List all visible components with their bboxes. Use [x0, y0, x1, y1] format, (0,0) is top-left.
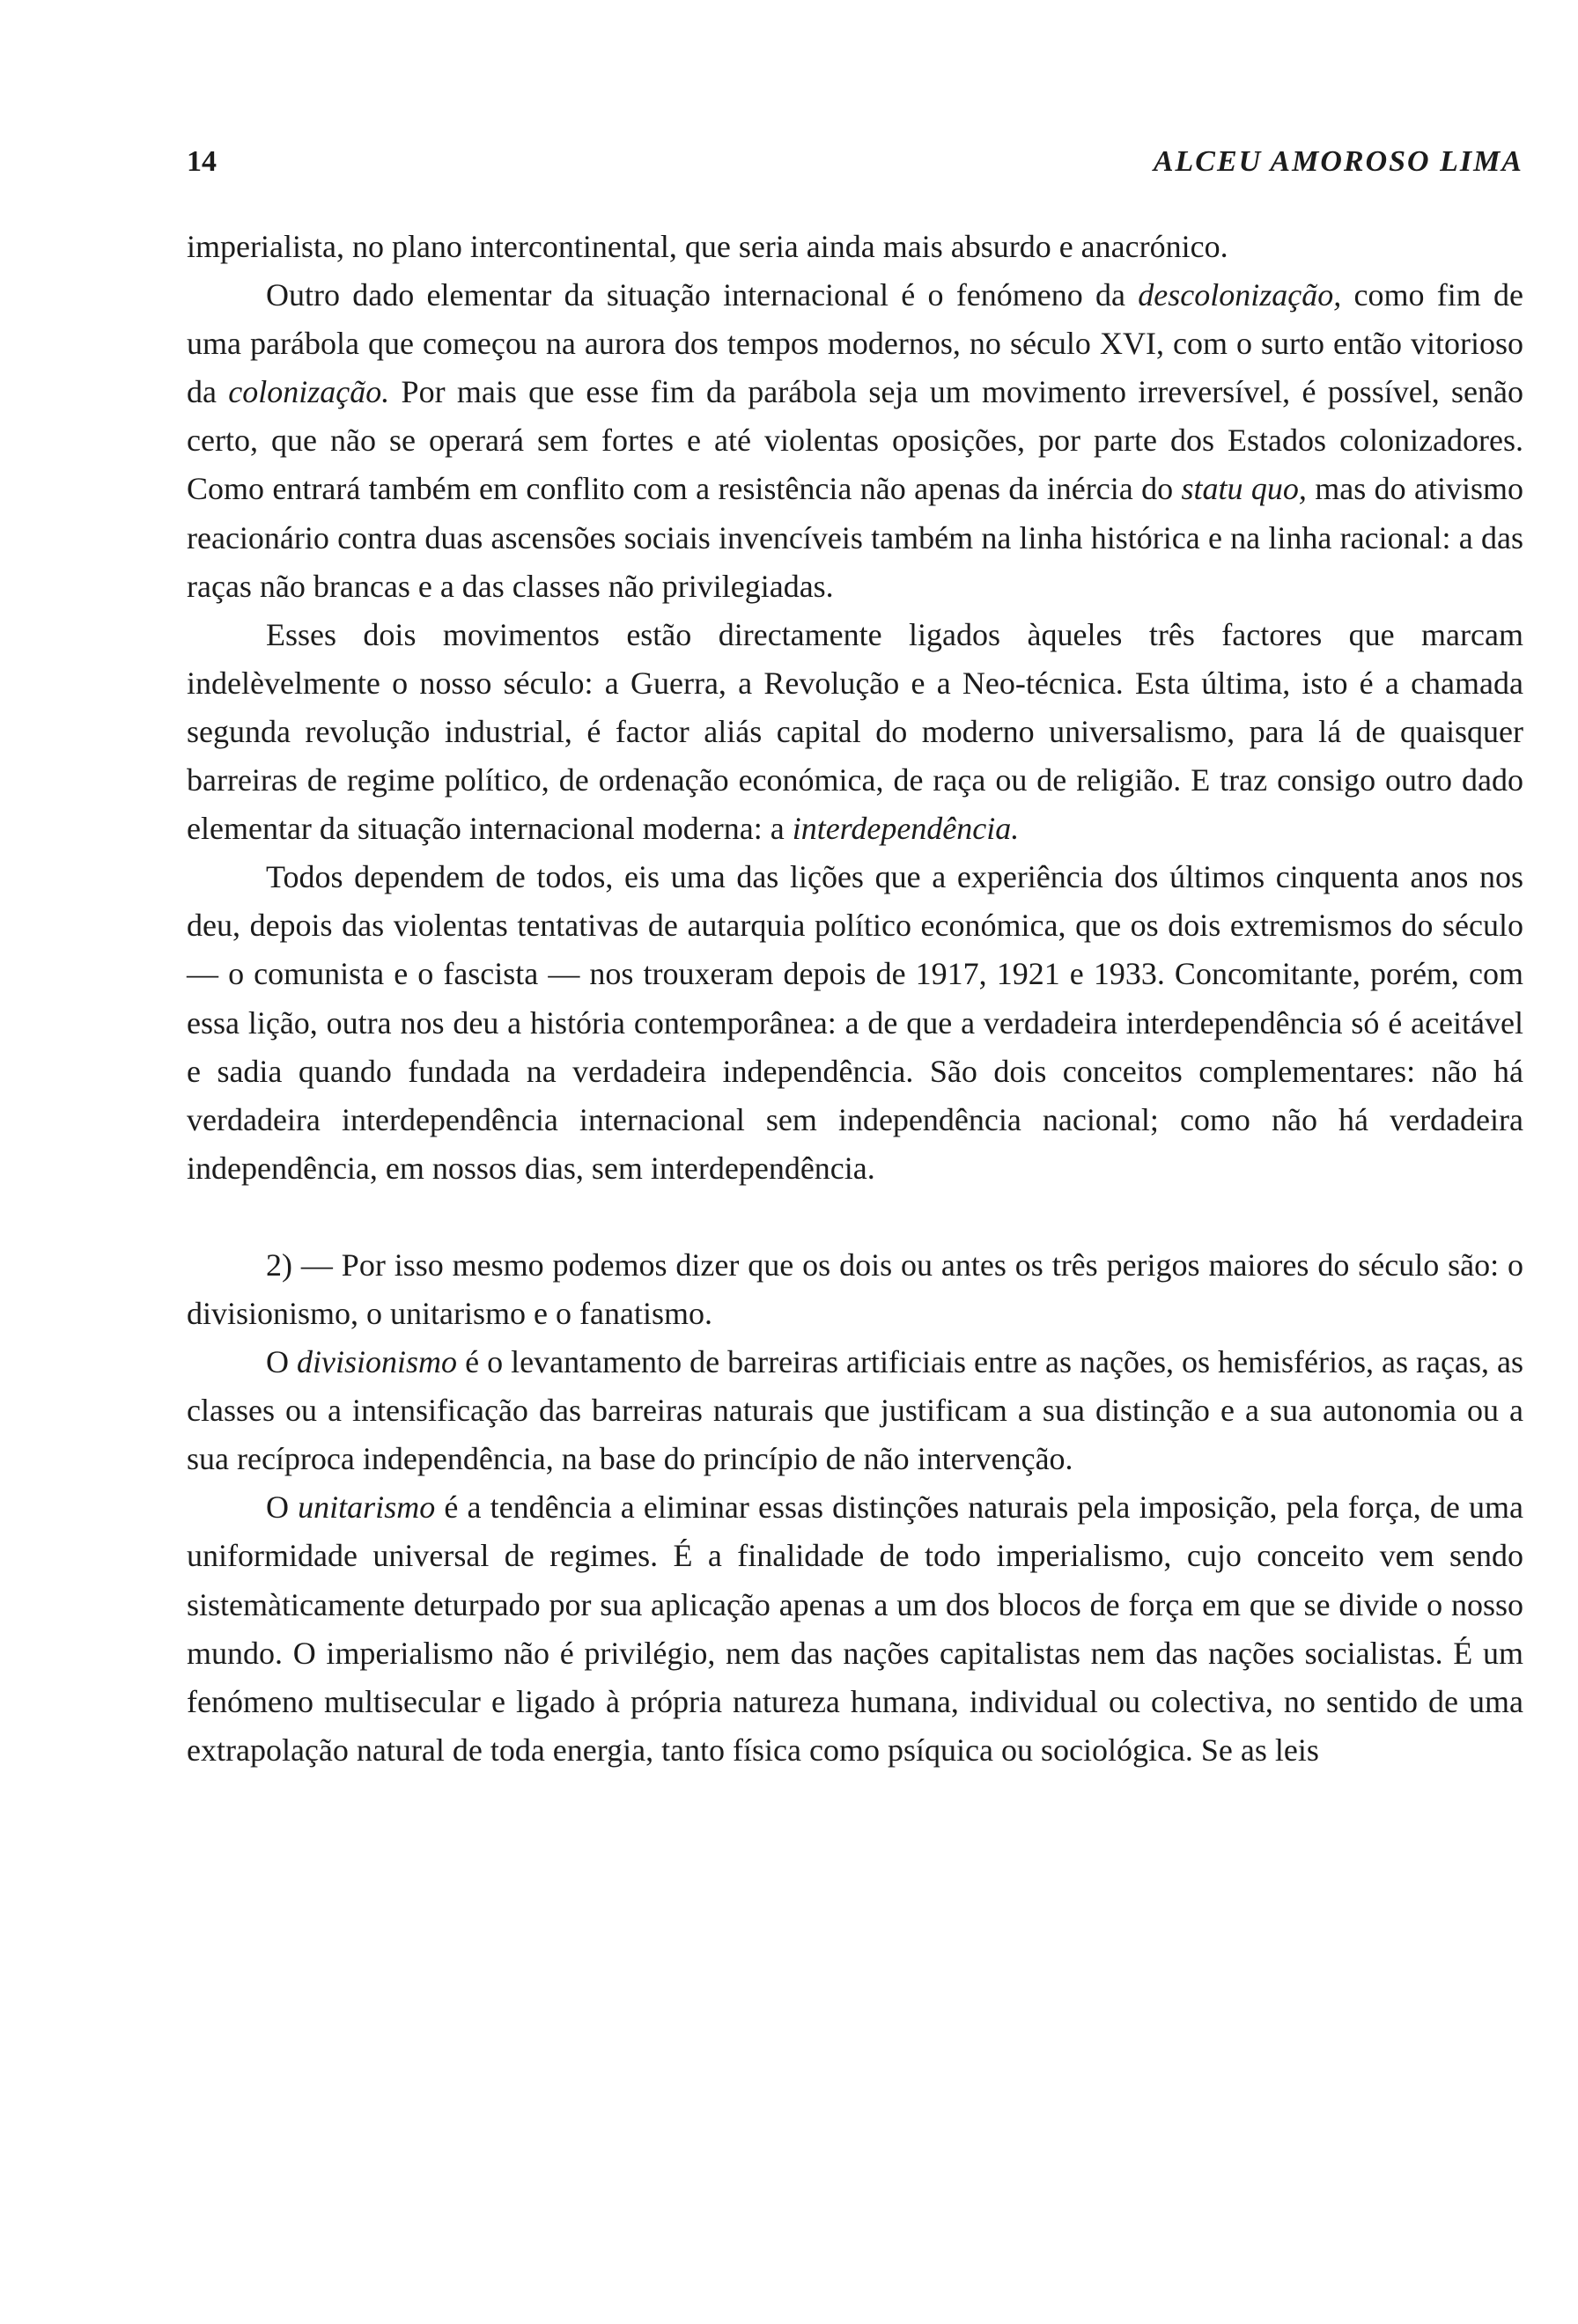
paragraph — [187, 1483, 1523, 1775]
text-run: é o levantamento de barreiras artificiais entre as nações, os hemisférios, as raças, as classes ou a intensificação das barreiras naturais que justificam a sua distinção e a sua autonomia ou a sua recíproca independência, na base do princípio de não intervenção. — [187, 1344, 1524, 1477]
book-page — [187, 145, 1523, 2258]
small-caps-text: XVI — [1099, 326, 1156, 362]
text-run: Por mais que esse fim da parábola seja um movimento irreversível, é possível, senão certo, que não se operará sem fortes e até violentas oposições, por parte dos Estados colonizadores. Como entrará também em conflito com a resistência não apenas da inércia do — [187, 374, 1523, 507]
text-run: Todos dependem de todos, eis uma das lições que a experiência dos últimos cinquenta anos nos deu, depois das violentas tentativas de autarquia político económica, que os dois extremismos do século — o comunista e o fascista — nos trouxeram depois de 1917, 1921 e 1933. Concomitante, porém, com essa lição, outra nos deu a história contemporânea: a de que a verdadeira interdependência só é aceitável e sadia quando fundada na verdadeira independência. São dois conceitos complementares: não há verdadeira interdependência internacional sem independência nacional; como não há verdadeira independência, em nossos dias, sem interdependência. — [187, 859, 1523, 1186]
page-number: 14 — [187, 145, 217, 178]
italic-term: interdependência. — [792, 811, 1020, 847]
paragraph — [187, 1241, 1523, 1338]
text-run: Outro dado elementar da situação internacional é o fenómeno da — [266, 277, 1139, 313]
text-run: , com o surto então vitorioso da — [187, 326, 1523, 410]
paragraph — [187, 1338, 1523, 1483]
text-run: Esses dois movimentos estão directamente ligados àqueles três factores que marcam indelèvelmente o nosso século: a Guerra, a Revolução e a Neo-técnica. Esta última, isto é a chamada segunda revolução industrial, é factor aliás capital do moderno universalismo, para lá de quaisquer barreiras de regime político, de ordenação económica, de raça ou de religião. E traz consigo outro dado elementar da situação internacional moderna: a — [187, 616, 1523, 847]
text-run: mas do ativismo reacionário contra duas ascensões sociais invencíveis também na linha histórica e na linha racional: a das raças não brancas e a das classes não privilegiadas. — [187, 471, 1524, 604]
paragraph — [187, 271, 1523, 611]
paragraph — [187, 853, 1523, 1193]
text-run: imperialista, no plano intercontinental, que seria ainda mais absurdo e ana — [187, 229, 1125, 264]
text-run: crónico. — [1125, 229, 1228, 264]
text-run: O — [266, 1489, 299, 1526]
italic-term: unitarismo — [298, 1489, 436, 1526]
text-run: é a tendência a eliminar essas distinções naturais pela imposição, pela força, de uma uniformidade universal de regimes. É a finalidade de todo imperialismo, cujo conceito vem sendo sistemàticamente deturpado por sua aplicação apenas a um dos blocos de força em que se divide o nosso mundo. O imperialismo não é privilégio, nem das nações capitalistas nem das nações socialistas. É um fenómeno multisecular e ligado à própria natureza humana, individual ou colectiva, no sentido de uma extrapolação natural de toda energia, tanto física como psíquica ou sociológica. Se as leis — [187, 1489, 1523, 1768]
text-run: O — [266, 1344, 298, 1380]
body-text — [187, 223, 1523, 1775]
text-run: como fim de uma parábola que começou na aurora dos tempos modernos, no século — [187, 277, 1523, 362]
italic-term: statu quo, — [1181, 471, 1307, 507]
paragraph — [187, 611, 1523, 853]
running-head — [187, 145, 1523, 198]
text-run: 2) — Por isso mesmo podemos dizer que os dois ou antes os três perigos maiores do século são: o divisionismo, o unitarismo e o fanatismo. — [187, 1247, 1523, 1331]
running-title: ALCEU AMOROSO LIMA — [1153, 145, 1523, 178]
italic-term: descolonização, — [1138, 277, 1342, 313]
italic-term: colonização. — [228, 374, 390, 410]
italic-term: divisionismo — [297, 1344, 458, 1380]
paragraph — [187, 223, 1523, 271]
